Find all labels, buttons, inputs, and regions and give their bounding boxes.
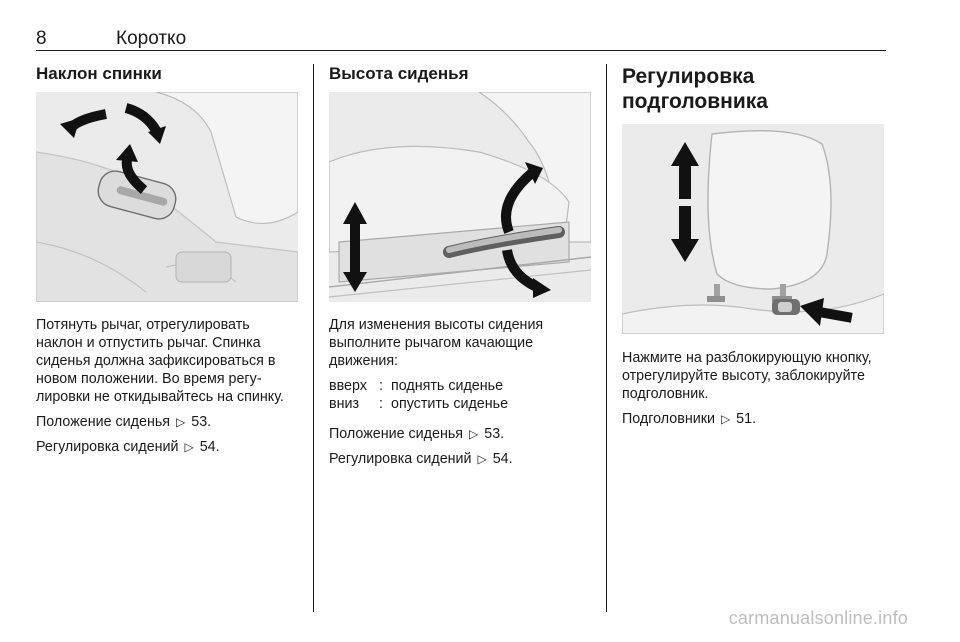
heading-seat-height: Высота сиденья	[329, 64, 469, 83]
backrest-instructions: Потянуть рычаг, отрегулировать наклон и отпустить рычаг. Спинка сиденья должна зафиксироваться в новом положении. Во время регулировки не откидывайтесь на спинку.	[36, 317, 284, 405]
arrow-right-outline-icon: ▷	[720, 412, 731, 426]
heading-line: Регулировка	[622, 65, 755, 88]
arrow-right-outline-icon: ▷	[469, 427, 479, 441]
table-row	[329, 377, 508, 395]
section-title: Коротко	[116, 28, 187, 49]
heading-headrest	[622, 64, 886, 114]
ref-text: Положение сиденья	[329, 426, 464, 442]
term: вниз	[329, 396, 360, 412]
ref-text: Подголовники	[622, 411, 715, 427]
page-number: 8	[36, 28, 47, 49]
column-divider-1	[313, 64, 314, 612]
headrest-instructions: Нажмите на разблокирующую кнопку, отрегулируйте высоту, заблокируйте подголовник.	[622, 350, 872, 402]
illustration-seat-height-lever	[329, 92, 591, 302]
definition: поднять сиденье	[391, 378, 504, 394]
heading-line: подголовника	[622, 90, 768, 113]
ref-seat-position[interactable]	[329, 425, 591, 443]
ref-page: 53.	[191, 414, 212, 430]
ref-seat-position[interactable]	[36, 413, 298, 431]
ref-page: 51.	[736, 411, 757, 427]
column-headrest	[622, 64, 886, 435]
arrow-right-outline-icon: ▷	[477, 452, 487, 466]
term: вверх	[329, 378, 367, 394]
arrow-right-outline-icon: ▷	[176, 415, 186, 429]
watermark: carmanualsonline.info	[728, 608, 908, 628]
column-divider-2	[606, 64, 607, 612]
column-backrest	[36, 64, 298, 463]
ref-seat-adjustment[interactable]	[36, 438, 298, 456]
arrow-right-outline-icon: ▷	[184, 440, 194, 454]
ref-page: 54.	[492, 451, 513, 467]
ref-text: Положение сиденья	[36, 414, 171, 430]
ref-headrests[interactable]	[622, 410, 886, 428]
direction-table	[329, 377, 508, 413]
ref-text: Регулировка сидений	[329, 451, 472, 467]
ref-text: Регулировка сидений	[36, 439, 179, 455]
ref-page: 53.	[484, 426, 505, 442]
heading-backrest: Наклон спинки	[36, 64, 162, 83]
seat-height-instructions: Для изменения высоты сидения выполните рычагом качающие движения:	[329, 317, 544, 369]
illustration-headrest	[622, 124, 884, 334]
column-seat-height	[329, 64, 591, 475]
ref-page: 54.	[199, 439, 220, 455]
header-rule	[36, 50, 886, 51]
table-row	[329, 395, 508, 413]
separator: :	[379, 396, 383, 412]
ref-seat-adjustment[interactable]	[329, 450, 591, 468]
definition: опустить сиденье	[391, 396, 509, 412]
separator: :	[379, 378, 383, 394]
illustration-backrest-lever	[36, 92, 298, 302]
